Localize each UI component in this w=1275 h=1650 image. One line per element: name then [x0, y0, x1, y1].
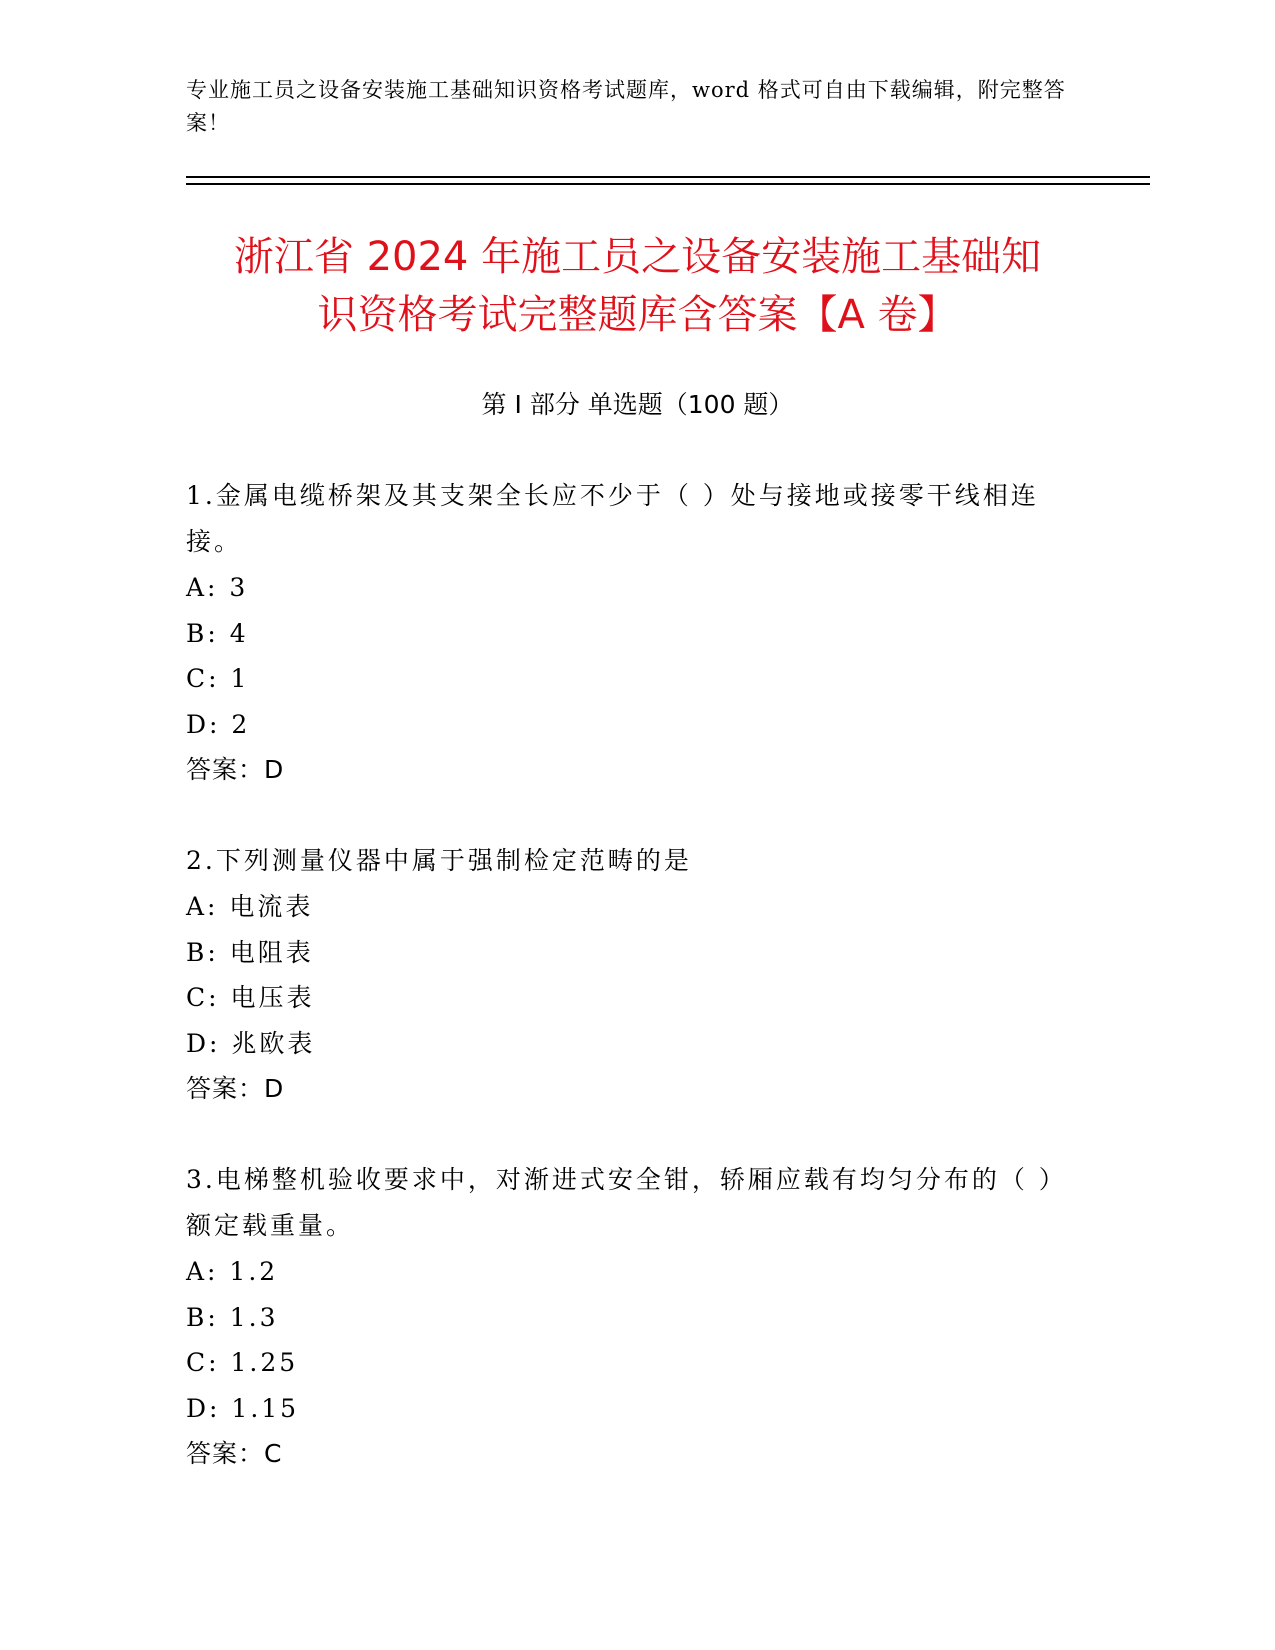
document-title: [150, 228, 1125, 344]
question-1: [186, 473, 1086, 793]
document-title-line-2: 识资格考试完整题库含答案【A 卷】: [317, 292, 958, 338]
header-divider-bottom: [186, 183, 1150, 185]
option-c: C: 1: [186, 664, 250, 693]
section-title: 第 I 部分 单选题（100 题）: [481, 390, 794, 419]
answer: 答案：D: [186, 755, 285, 784]
option-d: D: 1.15: [186, 1393, 300, 1423]
header-divider-top: [186, 176, 1150, 178]
answer: 答案：C: [186, 1439, 283, 1468]
header-note: 专业施工员之设备安装施工基础知识资格考试题库，word 格式可自由下载编辑，附完整答案！: [186, 78, 1066, 135]
option-b: B: 4: [186, 618, 249, 648]
question-stem: 2.下列测量仪器中属于强制检定范畴的是: [186, 846, 692, 875]
option-d: D: 兆欧表: [186, 1028, 316, 1058]
question-2: [186, 838, 1086, 1112]
option-a: A: 电流表: [186, 892, 314, 921]
option-d: D: 2: [186, 709, 251, 739]
question-stem: 1.金属电缆桥架及其支架全长应不少于（ ）处与接地或接零干线相连接。: [186, 481, 1039, 556]
question-3: [186, 1157, 1086, 1477]
option-b: B: 1.3: [186, 1302, 279, 1332]
option-c: C: 电压表: [186, 983, 315, 1012]
option-c: C: 1.25: [186, 1348, 299, 1377]
option-a: A: 3: [186, 573, 249, 602]
answer: 答案：D: [186, 1074, 285, 1103]
document-title-line-1: 浙江省 2024 年施工员之设备安装施工基础知: [233, 234, 1042, 280]
question-stem: 3.电梯整机验收要求中，对渐进式安全钳，轿厢应载有均匀分布的（ ）额定载重量。: [186, 1165, 1067, 1240]
option-b: B: 电阻表: [186, 937, 314, 967]
option-a: A: 1.2: [186, 1257, 279, 1286]
